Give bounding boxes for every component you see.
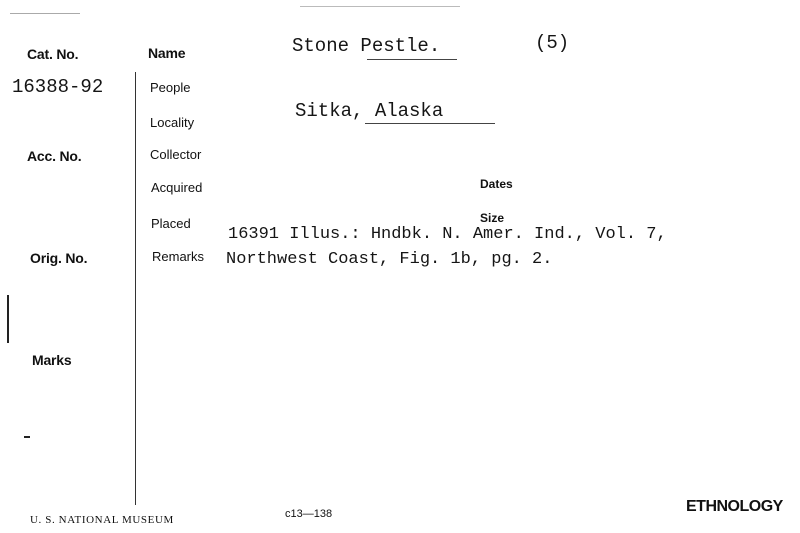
- dates-label: Dates: [480, 177, 513, 191]
- remarks-label: Remarks: [152, 249, 205, 264]
- marks-label: Marks: [32, 352, 72, 368]
- remarks-line-2: Northwest Coast, Fig. 1b, pg. 2.: [226, 250, 553, 269]
- cat-no-label: Cat. No.: [27, 46, 79, 62]
- department-footer: ETHNOLOGY: [686, 498, 783, 515]
- locality-value: Sitka, Alaska: [295, 100, 444, 122]
- name-label: Name: [148, 45, 186, 61]
- collector-label: Collector: [150, 147, 202, 162]
- scan-mark-top-left: [10, 13, 80, 14]
- margin-dash: [24, 436, 30, 438]
- cat-no-value: 16388-92: [12, 76, 104, 98]
- acc-no-label: Acc. No.: [27, 148, 82, 164]
- locality-label: Locality: [150, 115, 195, 130]
- form-number: c13—138: [285, 508, 333, 520]
- people-label: People: [150, 80, 191, 95]
- museum-footer: U. S. NATIONAL MUSEUM: [30, 514, 174, 526]
- scan-mark-top-center: [300, 6, 460, 7]
- count-value: (5): [535, 32, 570, 54]
- remarks-line-1: 16391 Illus.: Hndbk. N. Amer. Ind., Vol. 7,: [228, 225, 667, 244]
- margin-mark: [7, 295, 9, 343]
- column-divider: [135, 72, 136, 505]
- acquired-label: Acquired: [151, 180, 203, 195]
- size-label: Size: [480, 211, 505, 225]
- locality-underline: [365, 123, 495, 124]
- name-underline: [367, 59, 457, 60]
- name-value: Stone Pestle.: [292, 35, 441, 57]
- orig-no-label: Orig. No.: [30, 250, 88, 266]
- placed-label: Placed: [151, 216, 191, 231]
